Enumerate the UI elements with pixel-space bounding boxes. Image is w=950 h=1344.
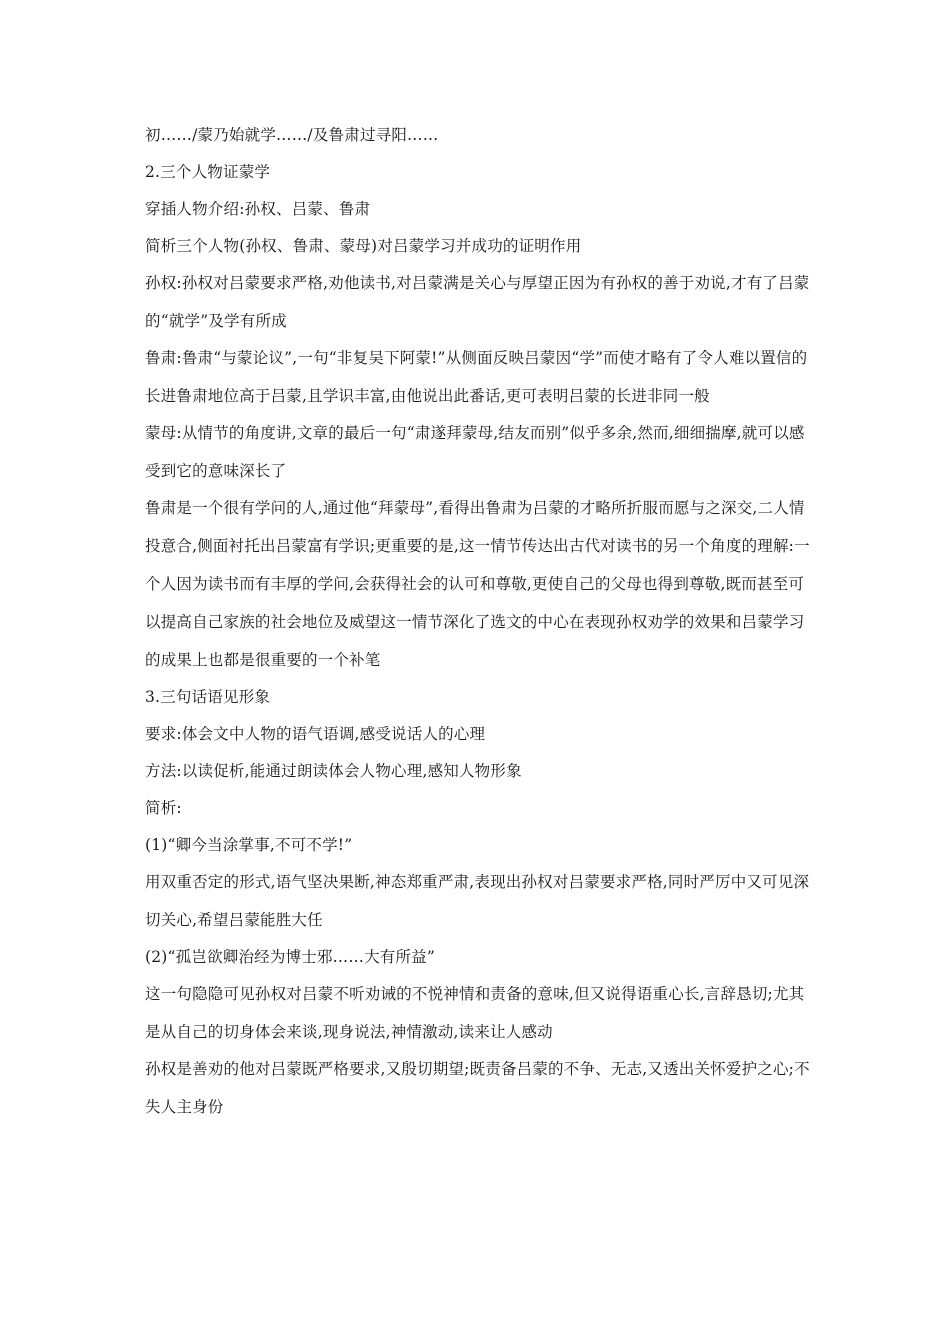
paragraph-quote-1-analysis: 用双重否定的形式,语气坚决果断,神态郑重严肃,表现出孙权对吕蒙要求严格,同时严厉中又可见深切关心,希望吕蒙能胜大任: [145, 873, 810, 929]
paragraph-analysis-label: 简析:: [145, 799, 182, 817]
paragraph-sun-quan: 孙权:孙权对吕蒙要求严格,劝他读书,对吕蒙满是关心与厚望正因为有孙权的善于劝说,才有了吕蒙的“就学”及学有所成: [145, 274, 810, 330]
section-heading-2: 2.三个人物证蒙学: [145, 163, 271, 181]
paragraph-intro-sequence: 初……/蒙乃始就学……/及鲁肃过寻阳……: [145, 126, 439, 144]
paragraph-method: 方法:以读促析,能通过朗读体会人物心理,感知人物形象: [145, 762, 522, 780]
section-heading-3: 3.三句话语见形象: [145, 688, 271, 706]
paragraph-requirement: 要求:体会文中人物的语气语调,感受说话人的心理: [145, 725, 486, 743]
paragraph-sun-quan-summary: 孙权是善劝的他对吕蒙既严格要求,又殷切期望;既责备吕蒙的不争、无志,又透出关怀爱护之心;不失人主身份: [145, 1060, 810, 1116]
quote-2: (2)“孤岂欲卿治经为博士邪……大有所益”: [145, 948, 436, 966]
paragraph-lu-su-visit: 鲁肃是一个很有学问的人,通过他“拜蒙母”,看得出鲁肃为吕蒙的才略所折服而愿与之深交,二人情投意合,侧面衬托出吕蒙富有学识;更重要的是,这一情节传达出古代对读书的另一个角度的理解:一个人因为读书而有丰厚的学问,会获得社会的认可和尊敬,更使自己的父母也得到尊敬,既而甚至可以提高自己家族的社会地位及威望这一情节深化了选文的中心在表现孙权劝学的效果和吕蒙学习的成果上也都是很重要的一个补笔: [145, 499, 810, 669]
paragraph-characters-intro: 穿插人物介绍:孙权、吕蒙、鲁肃: [145, 200, 371, 218]
document-body: [145, 124, 815, 1133]
quote-1: (1)“卿今当涂掌事,不可不学!”: [145, 836, 353, 854]
paragraph-lu-su: 鲁肃:鲁肃“与蒙论议”,一句“非复吴下阿蒙!”从侧面反映吕蒙因“学”而使才略有了令人难以置信的长进鲁肃地位高于吕蒙,且学识丰富,由他说出此番话,更可表明吕蒙的长进非同一般: [145, 349, 808, 405]
paragraph-meng-mu: 蒙母:从情节的角度讲,文章的最后一句“肃遂拜蒙母,结友而别”似乎多余,然而,细细揣摩,就可以感受到它的意味深长了: [145, 424, 805, 480]
paragraph-characters-analysis: 简析三个人物(孙权、鲁肃、蒙母)对吕蒙学习并成功的证明作用: [145, 237, 582, 255]
paragraph-quote-2-analysis: 这一句隐隐可见孙权对吕蒙不听劝诫的不悦神情和责备的意味,但又说得语重心长,言辞恳切;尤其是从自己的切身体会来谈,现身说法,神情激动,读来让人感动: [145, 985, 805, 1041]
